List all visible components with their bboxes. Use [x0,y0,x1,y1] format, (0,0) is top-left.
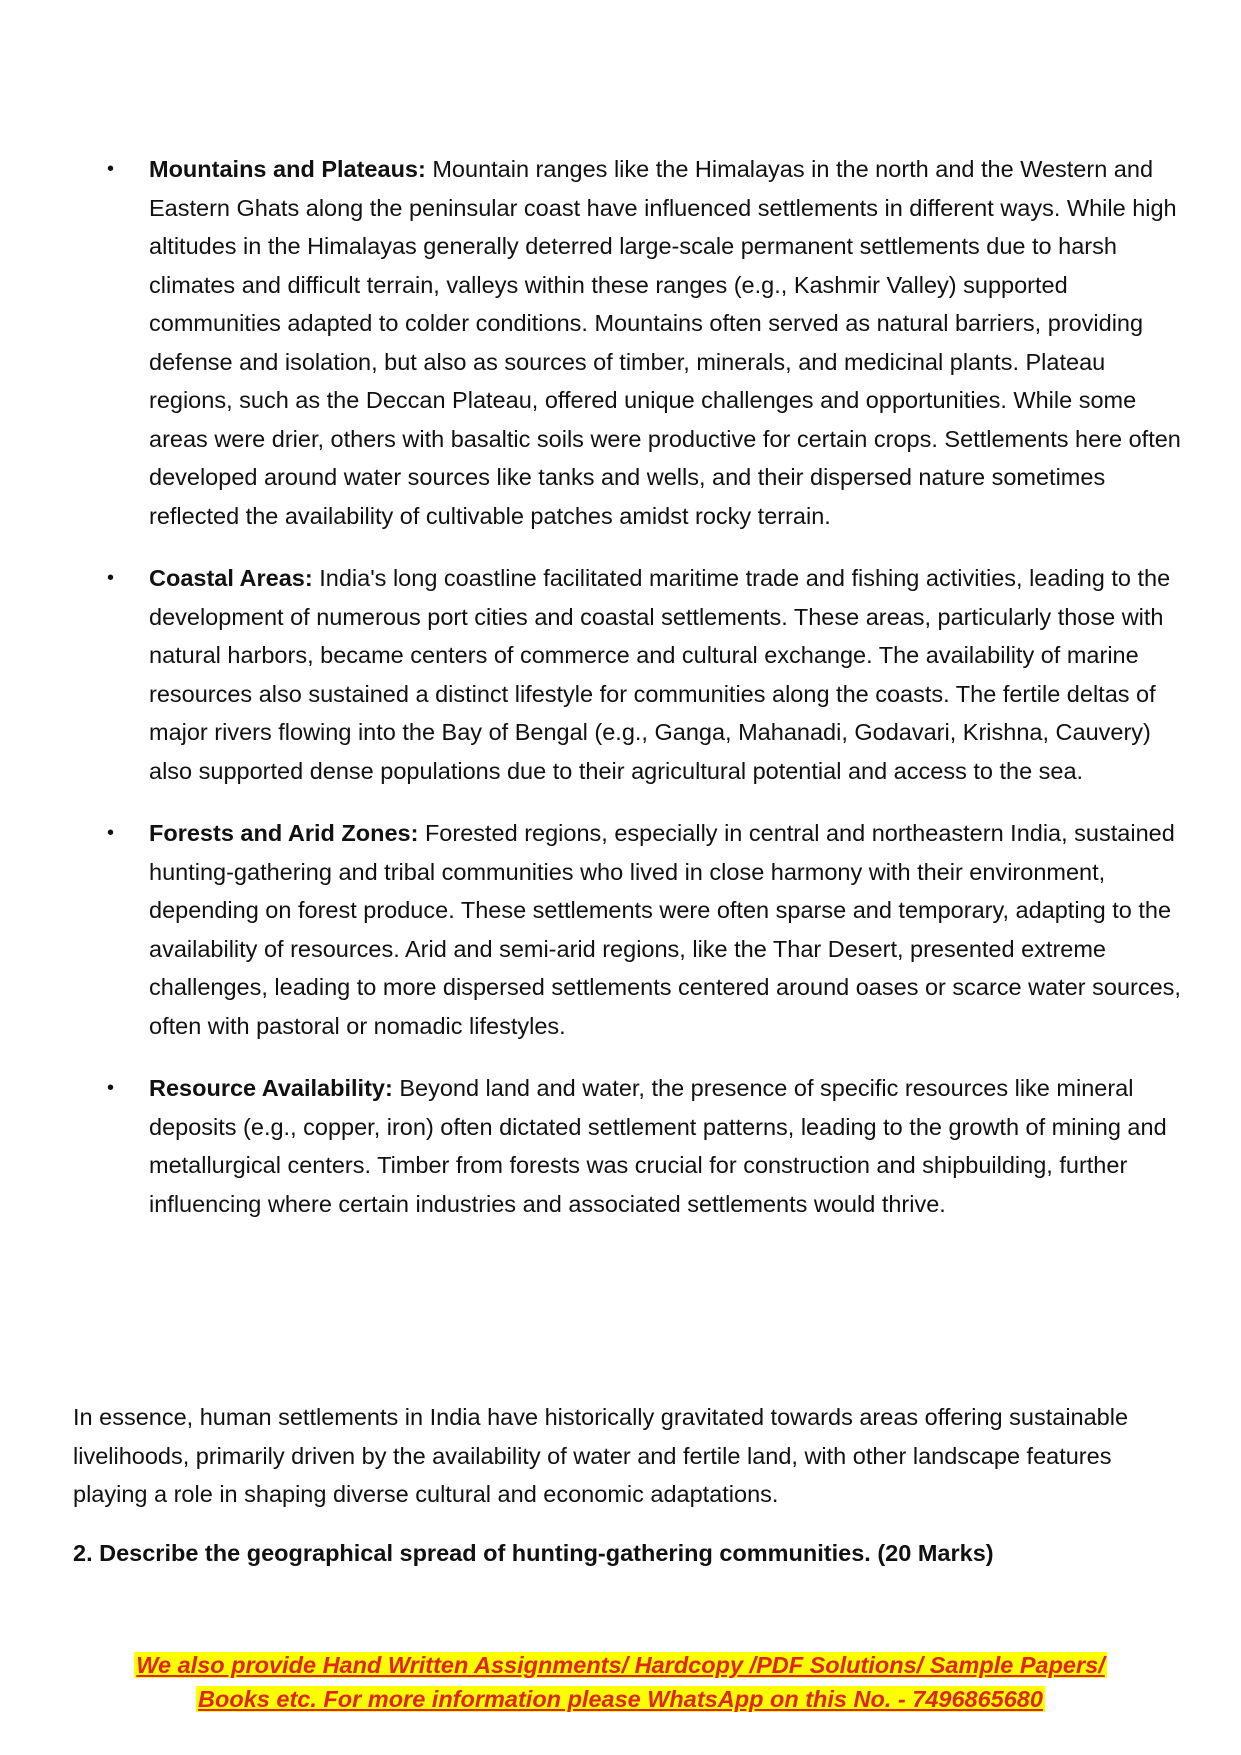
question-heading: 2. Describe the geographical spread of hunting-gathering communities. (20 Marks) [73,1540,994,1566]
promo-line-1: We also provide Hand Written Assignments/ Hardcopy /PDF Solutions/ Sample Papers/ [136,1652,1105,1678]
bullet-text: Beyond land and water, the presence of specific resources like mineral deposits (e.g., copper, iron) often dictated settlement patterns, leading to the growth of mining and metallurgical centers. Timber from forests was crucial for construction and shipbuilding, further influencing where certain industries and associated settlements would thrive. [149,1075,1167,1217]
bullet-icon: • [107,1077,115,1099]
bullet-icon: • [107,567,115,589]
summary-paragraph: In essence, human settlements in India have historically gravitated towards areas offering sustainable livelihoods, primarily driven by the availability of water and fertile land, with other landscape features playing a role in shaping diverse cultural and economic adaptations. [73,1404,1129,1507]
bullet-heading: Forests and Arid Zones: [149,820,419,846]
promo-banner [0,1648,1241,1716]
bullet-heading: Coastal Areas: [149,565,313,591]
bullet-heading: Mountains and Plateaus: [149,156,426,182]
bullet-item-resource-availability [105,1069,1195,1223]
bullet-item-mountains-plateaus [105,150,1195,535]
bullet-text: Forested regions, especially in central and northeastern India, sustained hunting-gathering and tribal communities who lived in close harmony with their environment, depending on forest produce. These settlements were often sparse and temporary, adapting to the availability of resources. Arid and semi-arid regions, like the Thar Desert, presented extreme challenges, leading to more dispersed settlements centered around oases or scarce water sources, often with pastoral or nomadic lifestyles. [149,820,1181,1039]
bullet-heading: Resource Availability: [149,1075,393,1101]
bullet-list [105,150,1195,1247]
bullet-icon: • [107,158,115,180]
bullet-text: Mountain ranges like the Himalayas in the north and the Western and Eastern Ghats along the peninsular coast have influenced settlements in different ways. While high altitudes in the Himalayas generally deterred large-scale permanent settlements due to harsh climates and difficult terrain, valleys within these ranges (e.g., Kashmir Valley) supported communities adapted to colder conditions. Mountains often served as natural barriers, providing defense and isolation, but also as sources of timber, minerals, and medicinal plants. Plateau regions, such as the Deccan Plateau, offered unique challenges and opportunities. While some areas were drier, others with basaltic soils were productive for certain crops. Settlements here often developed around water sources like tanks and wells, and their dispersed nature sometimes reflected the availability of cultivable patches amidst rocky terrain. [149,156,1181,529]
bullet-item-coastal-areas [105,559,1195,790]
promo-line-2: Books etc. For more information please WhatsApp on this No. - 7496865680 [198,1686,1043,1712]
bullet-icon: • [107,822,115,844]
bullet-item-forests-arid-zones [105,814,1195,1045]
bullet-text: India's long coastline facilitated maritime trade and fishing activities, leading to the development of numerous port cities and coastal settlements. These areas, particularly those with natural harbors, became centers of commerce and cultural exchange. The availability of marine resources also sustained a distinct lifestyle for communities along the coasts. The fertile deltas of major rivers flowing into the Bay of Bengal (e.g., Ganga, Mahanadi, Godavari, Krishna, Cauvery) also supported dense populations due to their agricultural potential and access to the sea. [149,565,1171,784]
